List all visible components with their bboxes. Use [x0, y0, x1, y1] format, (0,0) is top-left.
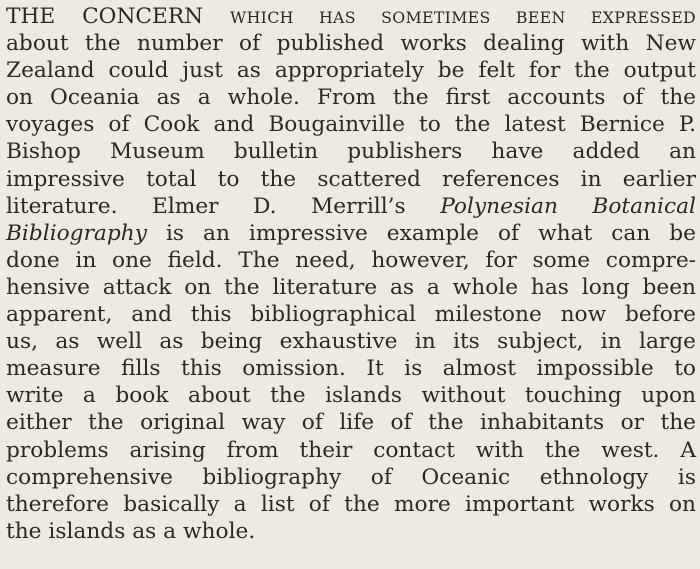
text-line-15: write a book about the islands without touching upon: [6, 383, 696, 409]
text-line-2: about the number of published works dealing with New: [6, 31, 696, 57]
text-line-17: problems arising from their contact with the west. A: [6, 437, 696, 463]
text-line-13: us, as well as being exhaustive in its subject, in large: [6, 329, 696, 355]
small-caps-continuation: WHICH HAS SOMETIMES BEEN EXPRESSED: [230, 8, 697, 27]
text-line-8: [6, 193, 696, 220]
book-title-part-2: Bibliography: [6, 220, 147, 246]
line-8-text: literature. Elmer D. Merrill’s: [6, 193, 441, 219]
text-line-12: apparent, and this bibliographical milestone now before: [6, 302, 696, 328]
small-caps-opening: THE CONCERN: [6, 4, 204, 29]
text-line-7: impressive total to the scattered references in earlier: [6, 166, 696, 192]
text-line-1: [6, 3, 696, 30]
text-line-11: hensive attack on the literature as a whole has long been: [6, 274, 696, 300]
text-line-19: therefore basically a list of the more important works on: [6, 491, 696, 517]
text-line-5: voyages of Cook and Bougainville to the latest Bernice P.: [6, 112, 696, 138]
text-line-6: Bishop Museum bulletin publishers have added an: [6, 139, 696, 165]
line-9-text: is an impressive example of what can be: [146, 220, 696, 246]
body-paragraph: [6, 3, 696, 545]
text-line-9: [6, 220, 696, 247]
text-line-16: either the original way of life of the inhabitants or the: [6, 410, 696, 436]
text-line-3: Zealand could just as appropriately be felt for the output: [6, 58, 696, 84]
text-line-20: the islands as a whole.: [6, 518, 256, 544]
text-line-14: measure fills this omission. It is almost impossible to: [6, 356, 696, 382]
text-line-4: on Oceania as a whole. From the first accounts of the: [6, 85, 696, 111]
book-title-part-1: Polynesian Botanical: [440, 193, 696, 219]
text-line-10: done in one field. The need, however, for some compre-: [6, 247, 696, 273]
text-line-18: comprehensive bibliography of Oceanic ethnology is: [6, 464, 696, 490]
